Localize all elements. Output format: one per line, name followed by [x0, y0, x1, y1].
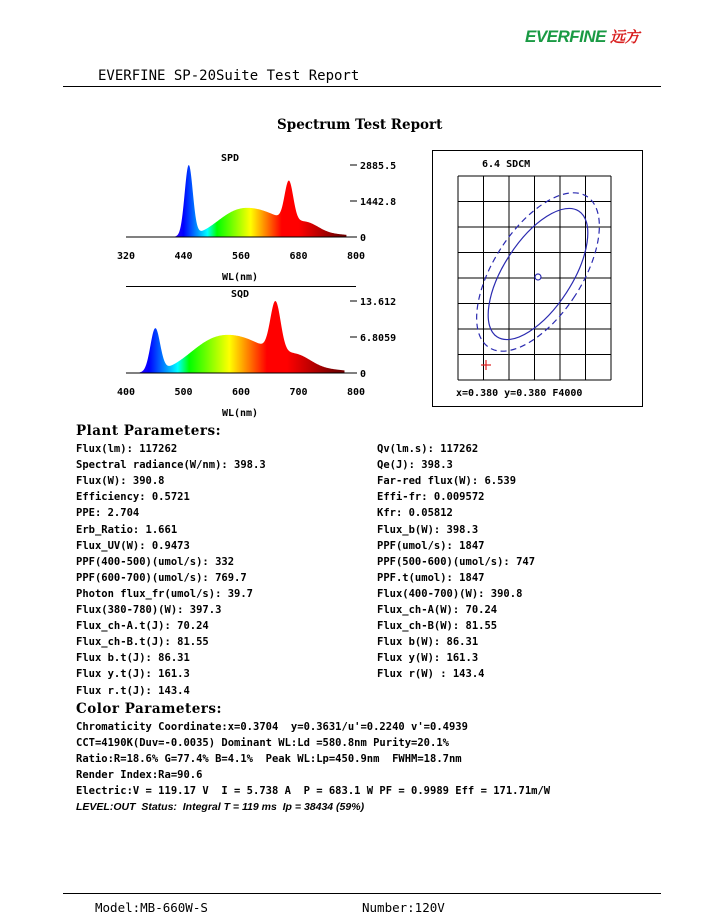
param-row: Flux b(W): 86.31: [377, 636, 479, 649]
x-tick-label: 600: [231, 387, 251, 398]
status-line: LEVEL:OUT Status: Integral T = 119 ms Ip = 38434 (59%): [76, 801, 365, 813]
cie-title: 6.4 SDCM: [482, 159, 531, 170]
param-row: PPF(400-500)(umol/s): 332: [76, 555, 235, 568]
y-tick-label: 2885.5: [360, 161, 397, 172]
param-row: Render Index:Ra=90.6: [76, 769, 203, 781]
x-tick-label: 500: [174, 387, 193, 398]
cie-chart: [432, 150, 643, 408]
param-row: Flux_UV(W): 0.9473: [76, 539, 190, 552]
param-row: Flux r(W) : 143.4: [377, 668, 485, 681]
y-tick-label: 0: [360, 369, 367, 380]
spd-chart: [100, 145, 430, 285]
brand-name: EVERFINE: [525, 27, 607, 46]
y-tick-label: 13.612: [360, 297, 397, 308]
param-row: Flux y.t(J): 161.3: [76, 668, 190, 681]
footer-number: Number:120V: [362, 900, 445, 915]
param-row: Flux b.t(J): 86.31: [76, 652, 190, 665]
brand-chinese: 远方: [610, 29, 640, 46]
x-tick-label: 560: [231, 251, 251, 262]
param-row: PPF(umol/s): 1847: [377, 539, 485, 552]
param-row: Chromaticity Coordinate:x=0.3704 y=0.3631/u'=0.2240 v'=0.4939: [76, 721, 468, 733]
x-tick-label: 800: [346, 251, 366, 262]
target-point: [535, 274, 541, 280]
param-row: PPF(600-700)(umol/s): 769.7: [76, 571, 247, 584]
param-row: Flux_ch-A.t(J): 70.24: [76, 620, 209, 633]
footer-rule: [63, 893, 661, 894]
spectrum-area: [155, 165, 347, 237]
param-row: Flux r.t(J): 143.4: [76, 684, 190, 697]
param-row: Qe(J): 398.3: [377, 459, 453, 472]
spd-title: SPD: [220, 153, 240, 164]
sqd-title: SQD: [230, 289, 250, 300]
param-row: Erb_Ratio: 1.661: [76, 523, 178, 536]
color-heading: Color Parameters:: [76, 701, 222, 717]
footer-model: Model:MB-660W-S: [95, 900, 208, 915]
param-row: Photon flux_fr(umol/s): 39.7: [76, 587, 254, 600]
param-row: Ratio:R=18.6% G=77.4% B=4.1% Peak WL:Lp=450.9nm FWHM=18.7nm: [76, 753, 462, 765]
param-row: Efficiency: 0.5721: [76, 491, 190, 504]
y-tick-label: 1442.8: [360, 197, 397, 208]
header-rule: [63, 86, 661, 87]
param-row: Qv(lm.s): 117262: [377, 443, 479, 455]
spectrum-area: [115, 301, 345, 373]
y-tick-label: 6.8059: [360, 333, 397, 344]
param-row: Flux(400-700)(W): 390.8: [377, 587, 523, 600]
param-row: Flux_ch-B(W): 81.55: [377, 620, 498, 633]
plant-heading: Plant Parameters:: [76, 423, 222, 439]
spd-curve: [155, 165, 347, 237]
param-row: PPF(500-600)(umol/s): 747: [377, 555, 536, 568]
param-row: Kfr: 0.05812: [377, 507, 453, 520]
brand-logo: [525, 26, 639, 47]
cie-readout: x=0.380 y=0.380 F4000: [456, 388, 583, 399]
report-title: Spectrum Test Report: [277, 117, 443, 133]
param-row: Flux_ch-B.t(J): 81.55: [76, 636, 209, 649]
x-tick-label: 320: [116, 251, 136, 262]
param-row: Flux y(W): 161.3: [377, 652, 479, 665]
x-tick-label: 800: [346, 387, 366, 398]
sqd-chart: [100, 282, 430, 422]
sqd-xlabel: WL(nm): [221, 408, 259, 419]
param-row: PPE: 2.704: [76, 507, 140, 520]
param-row: Flux_b(W): 398.3: [377, 523, 479, 536]
report-header: EVERFINE SP-20Suite Test Report: [98, 68, 360, 84]
param-row: Flux(380-780)(W): 397.3: [76, 604, 222, 616]
param-row: Flux(W): 390.8: [76, 475, 165, 488]
x-tick-label: 440: [174, 251, 193, 262]
param-row: Effi-fr: 0.009572: [377, 491, 485, 504]
param-row: Far-red flux(W): 6.539: [377, 475, 517, 488]
x-tick-label: 700: [289, 387, 308, 398]
x-tick-label: 680: [289, 251, 308, 262]
param-row: Spectral radiance(W/nm): 398.3: [76, 459, 266, 472]
y-tick-label: 0: [360, 233, 367, 244]
param-row: Electric:V = 119.17 V I = 5.738 A P = 683.1 W PF = 0.9989 Eff = 171.71m/W: [76, 785, 551, 797]
param-row: Flux(lm): 117262: [76, 443, 178, 455]
param-row: PPF.t(umol): 1847: [377, 571, 485, 584]
param-row: CCT=4190K(Duv=-0.0035) Dominant WL:Ld =580.8nm Purity=20.1%: [76, 737, 449, 749]
param-row: Flux_ch-A(W): 70.24: [377, 604, 498, 616]
sqd-curve: [115, 301, 345, 373]
x-tick-label: 400: [116, 387, 136, 398]
spd-xlabel: WL(nm): [221, 272, 259, 283]
